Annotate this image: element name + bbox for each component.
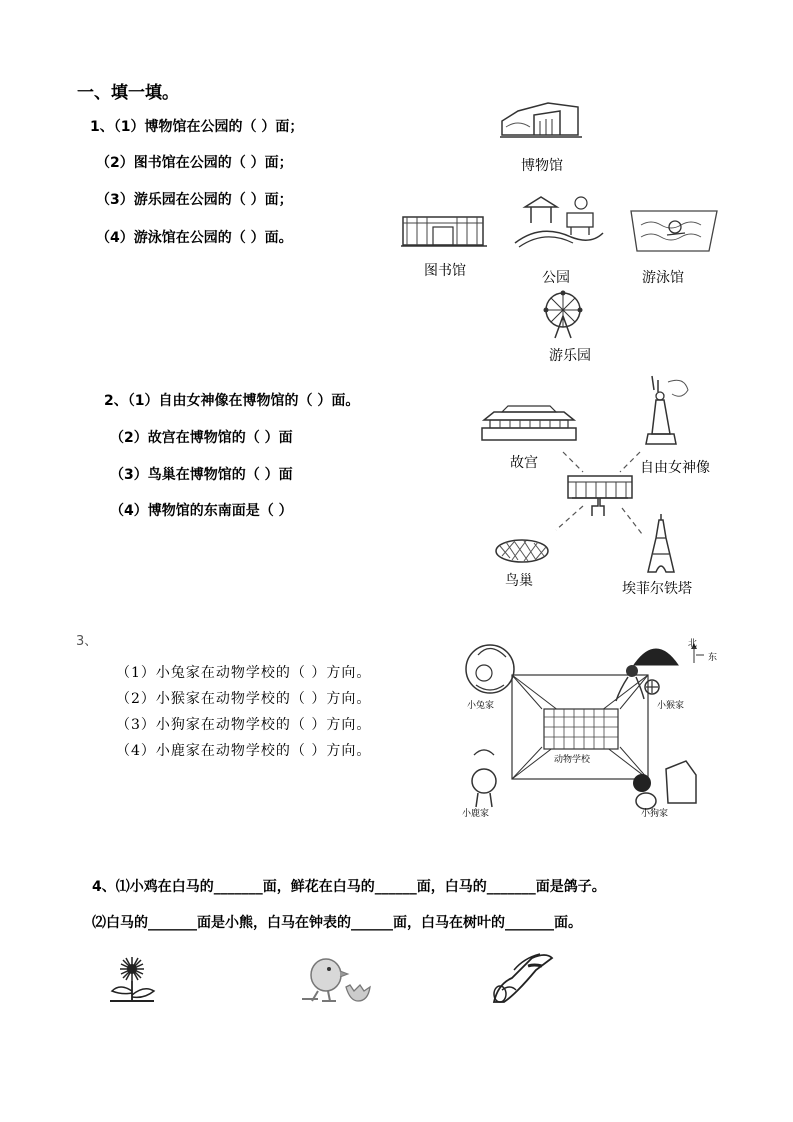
- q2-line-1: 2、（1）自由女神像在博物馆的（ ）面。: [104, 393, 360, 409]
- q2-line-4: （4）博物馆的东南面是（ ）: [110, 503, 293, 519]
- pool-label: 游泳馆: [642, 270, 684, 286]
- q1-line-3: （3）游乐园在公园的（ ）面；: [96, 192, 293, 208]
- animal-school-map: [460, 635, 700, 825]
- dog-home-label: 小狗家: [641, 809, 669, 819]
- q3-number: 3、: [76, 634, 98, 649]
- rabbit-home-label: 小兔家: [467, 701, 495, 711]
- statue-of-liberty-picture: [632, 370, 692, 450]
- q2-line-2: （2）故宫在博物馆的（ ）面: [110, 430, 293, 446]
- q4-line-1: 4、⑴小鸡在白马的_______面，鲜花在白马的______面，白马的_______面是鸽子。: [92, 879, 606, 895]
- q1-line-2: （2）图书馆在公园的（ ）面；: [96, 155, 293, 171]
- east-label: 东: [708, 653, 718, 663]
- library-label: 图书馆: [424, 263, 466, 279]
- amusement-label: 游乐园: [549, 348, 591, 364]
- birds-nest-picture: [494, 538, 550, 564]
- museum-label: 博物馆: [521, 158, 563, 174]
- deer-home-label: 小鹿家: [462, 809, 490, 819]
- monkey-home-label: 小猴家: [657, 701, 685, 711]
- q2-line-3: （3）鸟巢在博物馆的（ ）面: [110, 467, 293, 483]
- flower-picture: [106, 955, 158, 1005]
- museum-center-picture: [564, 472, 636, 518]
- q3-line-1: （1）小兔家在动物学校的（ ）方向。: [116, 665, 372, 681]
- school-label: 动物学校: [554, 755, 591, 765]
- nest-label: 鸟巢: [505, 573, 533, 589]
- eiffel-tower-picture: [646, 514, 676, 574]
- liberty-label: 自由女神像: [640, 460, 710, 476]
- palace-picture: [480, 400, 578, 444]
- q1-line-4: （4）游泳馆在公园的（ ）面。: [96, 230, 293, 246]
- section-title: 一、填一填。: [77, 83, 179, 103]
- q3-line-4: （4）小鹿家在动物学校的（ ）方向。: [116, 743, 372, 759]
- q3-line-2: （2）小猴家在动物学校的（ ）方向。: [116, 691, 372, 707]
- q4-line-2: ⑵白马的_______面是小熊，白马在钟表的______面，白马在树叶的_______面。: [92, 915, 582, 931]
- q3-line-3: （3）小狗家在动物学校的（ ）方向。: [116, 717, 372, 733]
- park-label: 公园: [542, 270, 570, 286]
- north-label: 北: [688, 639, 698, 649]
- palace-label: 故宫: [510, 455, 538, 471]
- chick-picture: [298, 953, 374, 1005]
- white-horse-picture: [488, 950, 556, 1006]
- eiffel-label: 埃菲尔铁塔: [622, 581, 692, 597]
- q1-line-1: 1、（1）博物馆在公园的（ ）面；: [90, 119, 304, 135]
